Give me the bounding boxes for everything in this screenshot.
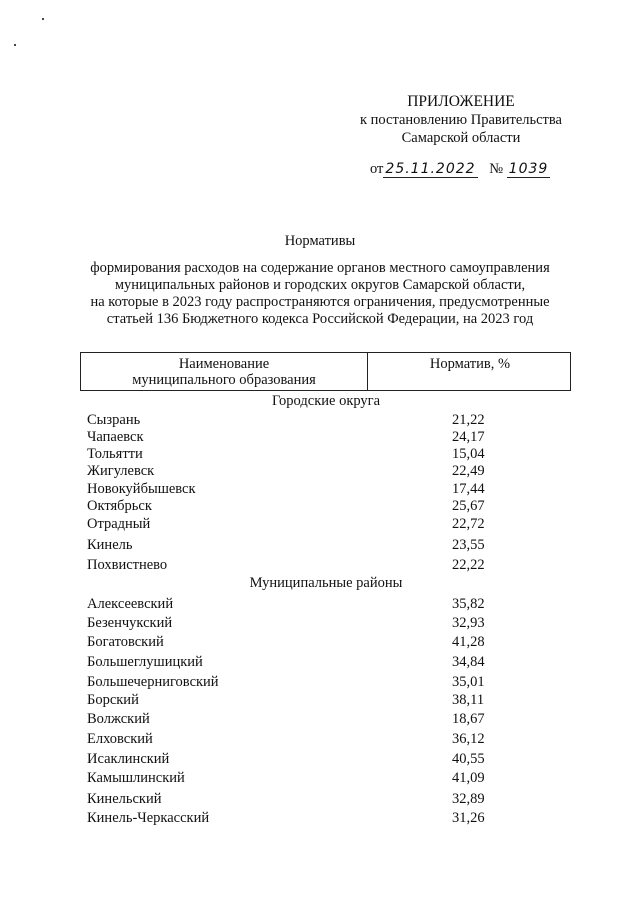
normative-value: 31,26 <box>452 810 485 826</box>
table-row <box>87 615 507 633</box>
number-prefix: № <box>489 161 504 177</box>
appendix-line2: Самарской области <box>401 130 521 146</box>
heading-line: статьей 136 Бюджетного кодекса Российской Федерации, на 2023 год <box>106 311 534 327</box>
section-title: Городские округа <box>271 393 381 409</box>
table-header <box>80 352 571 391</box>
date-prefix: от <box>370 161 384 177</box>
municipality-name: Жигулевск <box>87 463 155 479</box>
appendix-line1: к постановлению Правительства <box>360 112 562 128</box>
appendix-date-line <box>370 161 550 178</box>
table-row <box>87 711 507 729</box>
table-row <box>87 692 507 710</box>
normative-value: 41,28 <box>452 634 485 650</box>
table-row <box>87 557 507 575</box>
municipality-name: Отрадный <box>87 516 151 532</box>
table-row <box>87 463 507 481</box>
col-value-header: Норматив, % <box>429 356 511 372</box>
municipality-name: Большеглушицкий <box>87 654 203 670</box>
section-title: Муниципальные районы <box>249 575 403 591</box>
municipality-name: Алексеевский <box>87 596 174 612</box>
table-row <box>87 654 507 672</box>
table-row <box>87 446 507 464</box>
table-row <box>87 634 507 652</box>
col-name-header-line2: муниципального образования <box>132 372 316 388</box>
heading-line: формирования расходов на содержание органов местного самоуправления <box>90 260 550 276</box>
table-row <box>87 537 507 555</box>
scan-speck <box>42 18 44 20</box>
table-row <box>87 791 507 809</box>
normative-value: 35,01 <box>452 674 485 690</box>
municipality-name: Богатовский <box>87 634 164 650</box>
table-row <box>87 731 507 749</box>
normative-value: 18,67 <box>452 711 485 727</box>
col-name-header-line1: Наименование <box>178 356 270 372</box>
normative-value: 22,49 <box>452 463 485 479</box>
table-row <box>87 751 507 769</box>
municipality-name: Волжский <box>87 711 150 727</box>
table-row <box>87 516 507 534</box>
table-row <box>87 674 507 692</box>
normative-value: 32,93 <box>452 615 485 631</box>
normative-value: 41,09 <box>452 770 485 786</box>
municipality-name: Кинельский <box>87 791 162 807</box>
normative-value: 38,11 <box>452 692 485 708</box>
heading-line: муниципальных районов и городских округов Самарской области, <box>114 277 526 293</box>
heading-title: Нормативы <box>284 233 356 249</box>
normative-value: 23,55 <box>452 537 485 553</box>
normative-value: 25,67 <box>452 498 485 514</box>
municipality-name: Исаклинский <box>87 751 170 767</box>
municipality-name: Елховский <box>87 731 153 747</box>
normative-value: 35,82 <box>452 596 485 612</box>
municipality-name: Кинель <box>87 537 133 553</box>
scan-speck <box>14 44 16 46</box>
municipality-name: Камышлинский <box>87 770 185 786</box>
heading-line: на которые в 2023 году распространяются ограничения, предусмотренные <box>90 294 550 310</box>
normative-value: 15,04 <box>452 446 485 462</box>
municipality-name: Октябрьск <box>87 498 152 514</box>
table-row <box>87 412 507 430</box>
normative-value: 21,22 <box>452 412 485 428</box>
header-divider <box>367 353 368 390</box>
table-row <box>87 596 507 614</box>
municipality-name: Сызрань <box>87 412 141 428</box>
municipality-name: Большечерниговский <box>87 674 219 690</box>
normative-value: 22,72 <box>452 516 485 532</box>
municipality-name: Тольятти <box>87 446 143 462</box>
municipality-name: Кинель-Черкасский <box>87 810 210 826</box>
table-row <box>87 429 507 447</box>
date-handwritten: 25.11.2022 <box>385 161 476 177</box>
normative-value: 24,17 <box>452 429 485 445</box>
normative-value: 36,12 <box>452 731 485 747</box>
appendix-title: ПРИЛОЖЕНИЕ <box>407 93 515 110</box>
normative-value: 34,84 <box>452 654 485 670</box>
table-row <box>87 498 507 516</box>
municipality-name: Чапаевск <box>87 429 144 445</box>
municipality-name: Похвистнево <box>87 557 168 573</box>
normative-value: 32,89 <box>452 791 485 807</box>
number-handwritten: 1039 <box>508 161 549 177</box>
table-row <box>87 810 507 828</box>
municipality-name: Новокуйбышевск <box>87 481 196 497</box>
table-row <box>87 481 507 499</box>
normative-value: 22,22 <box>452 557 485 573</box>
table-row <box>87 770 507 788</box>
normative-value: 17,44 <box>452 481 485 497</box>
normative-value: 40,55 <box>452 751 485 767</box>
municipality-name: Борский <box>87 692 139 708</box>
municipality-name: Безенчукский <box>87 615 173 631</box>
